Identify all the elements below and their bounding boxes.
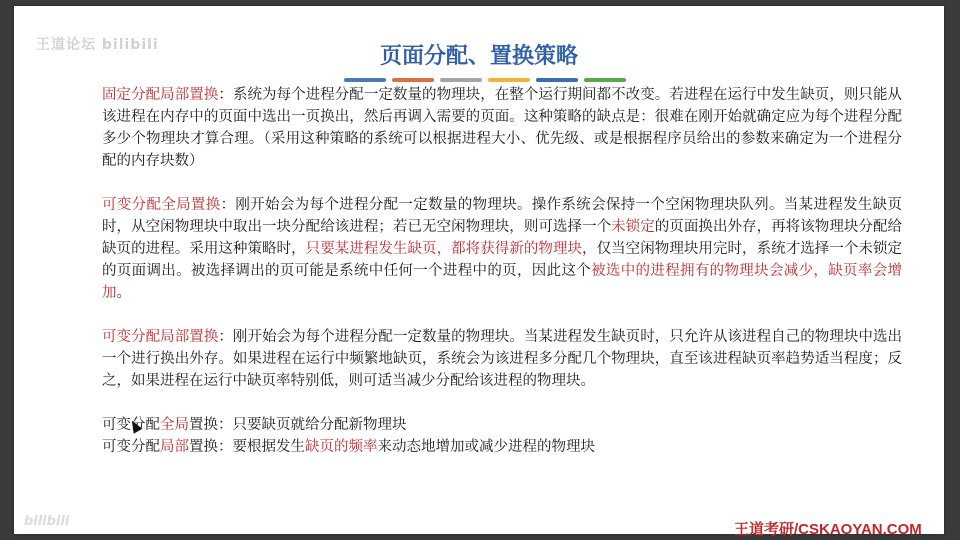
summary-line-local (102, 436, 902, 458)
summary-text: 置换：只要缺页就给分配新物理块 (189, 417, 407, 433)
color-bar-segment (344, 78, 386, 82)
slide-content (102, 84, 902, 458)
color-bar-segment (584, 78, 626, 82)
paragraph-text: 。 (116, 285, 131, 301)
highlight-text: 只要某进程发生缺页，都将获得新的物理块 (305, 241, 583, 257)
paragraph-text: ：刚开始会为每个进程分配一定数量的物理块。操作系统会保持一个空闲物理块队列。当某进程发生缺页时，从空闲物理块中取出一块分配给该进程；若已无空闲物理块，则可选择一个 (102, 197, 903, 235)
color-bar-segment (536, 78, 578, 82)
slide (14, 6, 944, 538)
term-variable-global: 可变分配全局置换 (102, 197, 221, 213)
slide-title: 页面分配、置换策略 (379, 43, 578, 69)
paragraph-text: ：系统为每个进程分配一定数量的物理块，在整个运行期间都不改变。若进程在运行中发生缺页，则只能从该进程在内存中的页面中选出一页换出，然后再调入需要的页面。这种策略的缺点是：很难在刚开始就确定应为每个进程分配多少个物理块才算合理。（采用这种策略的系统可以根据进程大小、优先级、或是根据程序员给出的参数来确定为一个进程分配的内存块数） (102, 87, 903, 169)
term-fixed-local: 固定分配局部置换 (102, 87, 219, 103)
paragraph-text: ，仅当空闲物理块用完时，系统才选择一个未锁定的页面调出。被选择调出的页可能是系统中任何一个进程中的页，因此这个 (102, 241, 903, 279)
paragraph-variable-local (102, 326, 902, 392)
paragraph-fixed-local (102, 84, 902, 172)
color-bar-segment (440, 78, 482, 82)
paragraph-text: ：刚开始会为每个进程分配一定数量的物理块。当某进程发生缺页时，只允许从该进程自己的物理块中选出一个进行换出外存。如果进程在运行中频繁地缺页，系统会为该进程多分配几个物理块，直至该进程缺页率趋势适当程度；反之，如果进程在运行中缺页率特别低，则可适当减少分配给该进程的物理块。 (102, 329, 903, 389)
term-variable-local: 可变分配局部置换 (102, 329, 219, 345)
brand-label: 王道考研/CSKAOYAN.COM (734, 521, 922, 538)
summary-text: 来动态地增加或减少进程的物理块 (377, 439, 595, 455)
bilibili-watermark-bottom: bilibili (24, 514, 70, 529)
bilibili-watermark-top: 王道论坛 bilibili (36, 37, 159, 53)
summary-line-global (102, 414, 902, 436)
color-bar-segment (392, 78, 434, 82)
title-color-bar (344, 78, 626, 82)
highlight-text: 被选中的进程拥有的物理块会减少，缺页率会增加 (102, 263, 903, 301)
summary-text: 置换：要根据发生 (189, 439, 305, 455)
highlight-text: 缺页的频率 (305, 439, 378, 455)
highlight-text: 局部 (160, 439, 189, 455)
color-bar-segment (488, 78, 530, 82)
paragraph-variable-global (102, 194, 902, 304)
summary-text: 可变分配 (102, 439, 160, 455)
paragraph-text: 的页面换出外存，再将该物理块分配给缺页的进程。采用这种策略时， (102, 219, 903, 257)
highlight-text: 全局 (160, 417, 189, 433)
highlight-text: 未锁定 (611, 219, 655, 235)
summary-text: 可变分配 (102, 417, 160, 433)
